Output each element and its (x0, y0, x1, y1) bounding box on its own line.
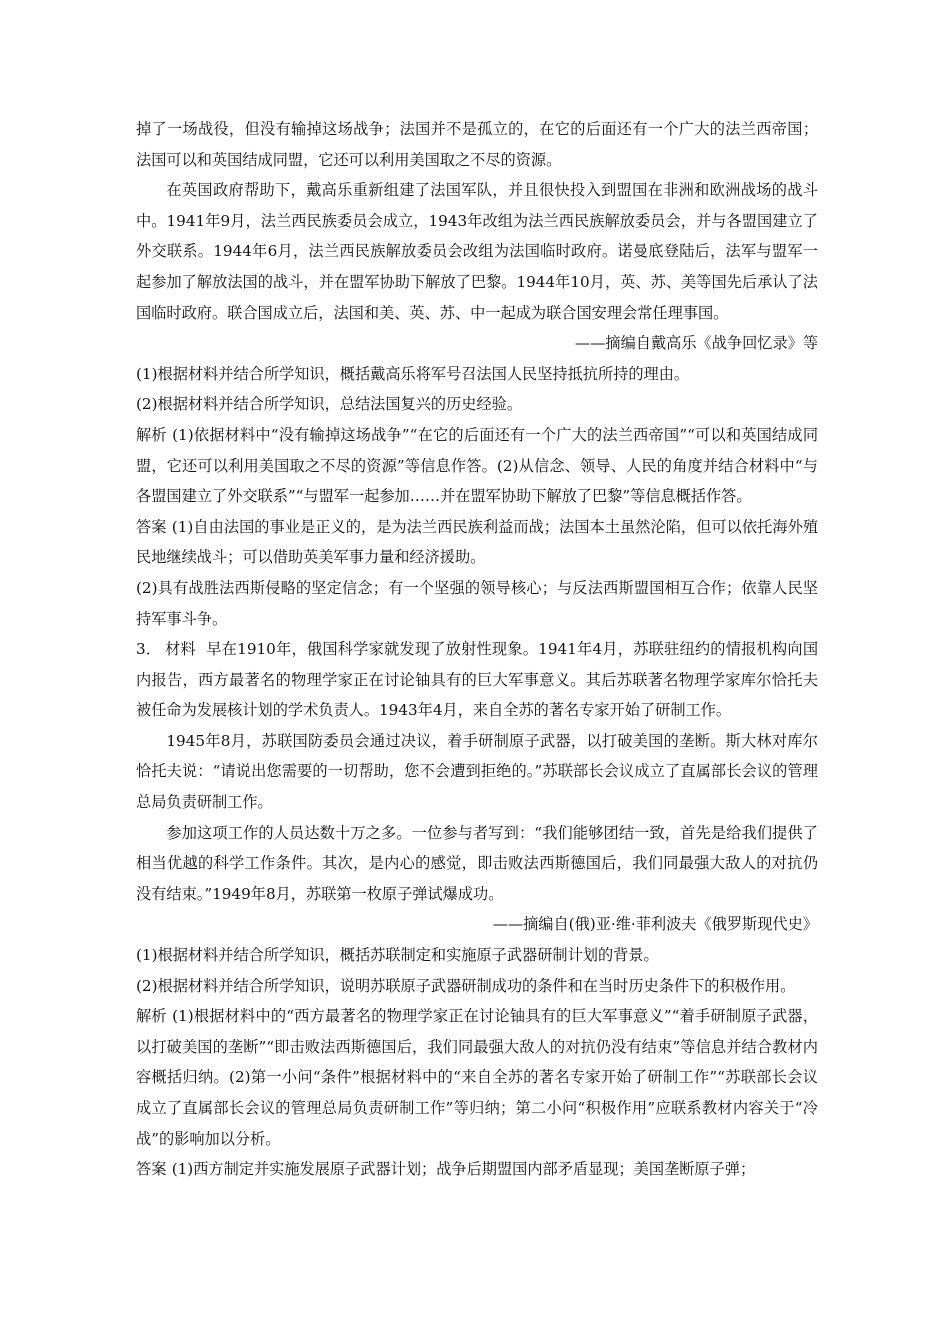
material-label: 材料 (165, 640, 196, 659)
analysis-label: 解析 (136, 1007, 167, 1026)
analysis-text: (1)依据材料中“没有输掉这场战争”“在它的后面还有一个广大的法兰西帝国”“可以和英国结成同盟，它还可以利用美国取之不尽的资源”等信息作答。(2)从信念、领导、人民的角度并结合材料中“与各盟国建立了外交联系”“与盟军一起参加……并在盟军协助下解放了巴黎”等信息概括作答。 (136, 425, 819, 506)
answer-label: 答案 (136, 1160, 167, 1179)
answer-text: (1)自由法国的事业是正义的，是为法兰西民族利益而战；法国本土虽然沦陷，但可以依托海外殖民地继续战斗；可以借助英美军事力量和经济援助。 (136, 517, 819, 567)
question-3-material (136, 634, 818, 726)
material-continuation: 掉了一场战役，但没有输掉这场战争；法国并不是孤立的，在它的后面还有一个广大的法兰西帝国；法国可以和英国结成同盟，它还可以利用美国取之不尽的资源。 (136, 120, 818, 169)
answer-block (136, 1154, 818, 1185)
analysis-text: (1)根据材料中的“西方最著名的物理学家正在讨论铀具有的巨大军事意义”“着手研制原子武器，以打破美国的垄断”“即击败法西斯德国后，我们同最强大敌人的对抗仍没有结束”等信息并结合教材内容概括归纳。(2)第一小问“条件”根据材料中的“来自全苏的著名专家开始了研制工作”“苏联部长会议成立了直属部长会议的管理总局负责研制工作”等归纳；第二小问“积极作用”应联系教材内容关于“冷战”的影响加以分析。 (136, 1007, 819, 1148)
material-source: ——摘编自戴高乐《战争回忆录》等 (575, 334, 818, 353)
material-paragraph: 1945年8月，苏联国防委员会通过决议，着手研制原子武器，以打破美国的垄断。斯大林对库尔恰托夫说：“请说出您需要的一切帮助，您不会遭到拒绝的。”苏联部长会议成立了直属部长会议的管理总局负责研制工作。 (136, 731, 818, 812)
material-source: ——摘编自(俄)亚·维·菲利波夫《俄罗斯现代史》 (492, 915, 818, 934)
question-number: 3． (136, 640, 162, 659)
answer-block (136, 512, 818, 573)
material-paragraph: 参加这项工作的人员达数十万之多。一位参与者写到：“我们能够团结一致，首先是给我们提供了相当优越的科学工作条件。其次，是内心的感觉，即击败法西斯德国后，我们同最强大敌人的对抗仍没有结束。”1949年8月，苏联第一枚原子弹试爆成功。 (136, 823, 818, 903)
analysis-block (136, 1001, 818, 1154)
question-2: (2)根据材料并结合所学知识，说明苏联原子武器研制成功的条件和在当时历史条件下的积极作用。 (136, 976, 796, 995)
analysis-label: 解析 (136, 425, 167, 444)
analysis-block (136, 420, 818, 512)
material-paragraph: 在英国政府帮助下，戴高乐重新组建了法国军队，并且很快投入到盟国在非洲和欧洲战场的战斗中。1941年9月，法兰西民族委员会成立，1943年改组为法兰西民族解放委员会，并与各盟国建立了外交联系。1944年6月，法兰西民族解放委员会改组为法国临时政府。诺曼底登陆后，法军与盟军一起参加了解放法国的战斗，并在盟军协助下解放了巴黎。1944年10月，英、苏、美等国先后承认了法国临时政府。联合国成立后，法国和美、英、苏、中一起成为联合国安理会常任理事国。 (136, 181, 818, 322)
question-2: (2)根据材料并结合所学知识，总结法国复兴的历史经验。 (136, 395, 523, 414)
document-page (136, 114, 818, 1185)
question-1: (1)根据材料并结合所学知识，概括戴高乐将军号召法国人民坚持抵抗所持的理由。 (136, 364, 690, 383)
question-1: (1)根据材料并结合所学知识，概括苏联制定和实施原子武器研制计划的背景。 (136, 946, 659, 965)
answer-text: (1)西方制定并实施发展原子武器计划；战争后期盟国内部矛盾显现；美国垄断原子弹； (171, 1160, 756, 1179)
material-paragraph: 早在1910年，俄国科学家就发现了放射性现象。1941年4月，苏联驻纽约的情报机构向国内报告，西方最著名的物理学家正在讨论铀具有的巨大军事意义。其后苏联著名物理学家库尔恰托夫被任命为发展核计划的学术负责人。1943年4月，来自全苏的著名专家开始了研制工作。 (136, 640, 819, 720)
answer-text: (2)具有战胜法西斯侵略的坚定信念；有一个坚强的领导核心；与反法西斯盟国相互合作；依靠人民坚持军事斗争。 (136, 578, 818, 628)
answer-label: 答案 (136, 517, 167, 536)
